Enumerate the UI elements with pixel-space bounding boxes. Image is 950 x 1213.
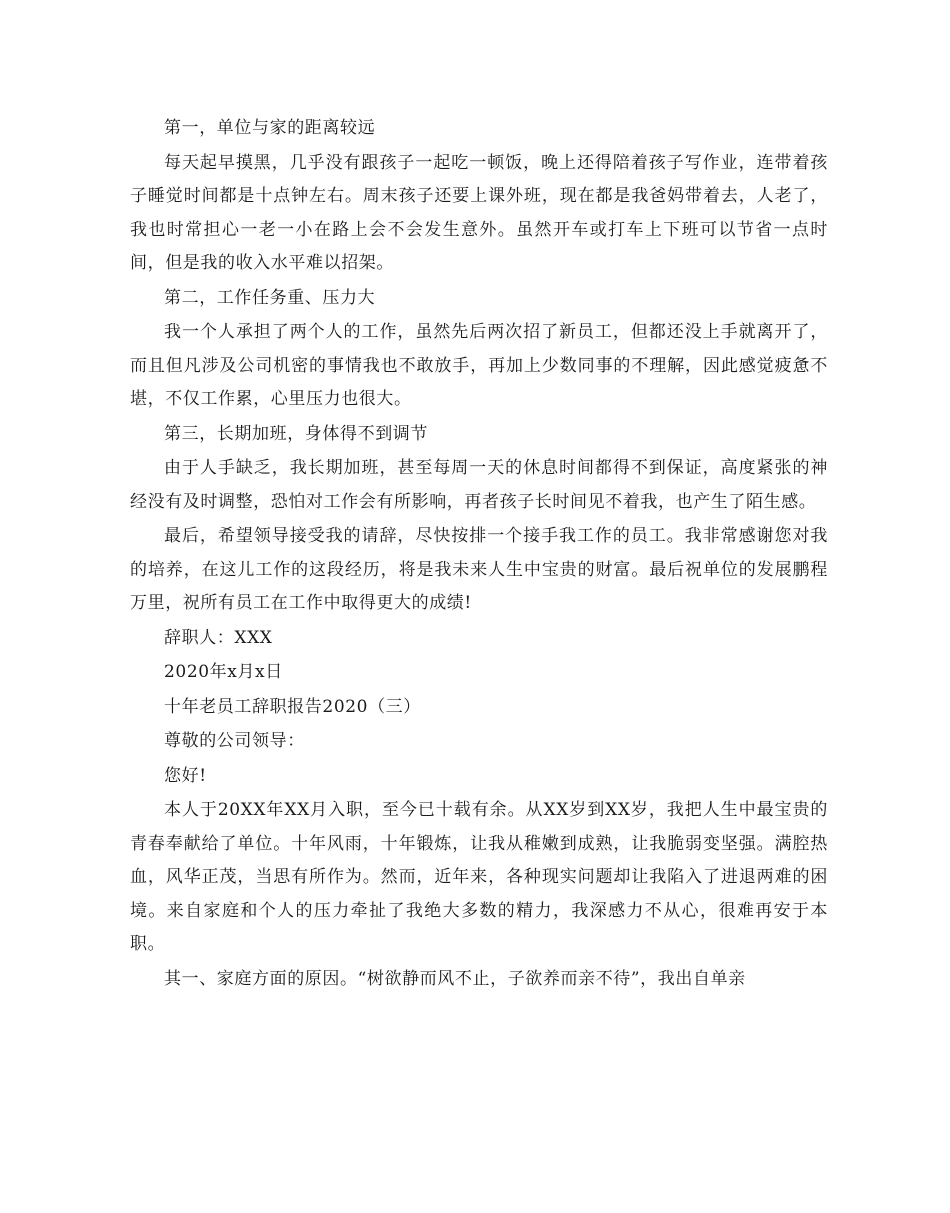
date-line: 2020年x月x日	[164, 662, 283, 682]
greeting: 您好!	[164, 765, 207, 786]
report-title: 十年老员工辞职报告2020（三）	[164, 696, 421, 717]
heading-first-reason: 第一，单位与家的距离较远	[164, 118, 376, 138]
paragraph-overtime: 由于人手缺乏，我长期加班，甚至每周一天的休息时间都得不到保证，高度紧张的神经没有及时调整，恐怕对工作会有所影响，再者孩子长时间见不着我，也产生了陌生感。	[130, 458, 828, 512]
salutation: 尊敬的公司领导：	[164, 731, 305, 751]
paragraph-workload: 我一个人承担了两个人的工作，虽然先后两次招了新员工，但都还没上手就离开了，而且但凡涉及公司机密的事情我也不敢放手，再加上少数同事的不理解，因此感觉疲惫不堪，不仅工作累，心里压力也很大。	[130, 322, 828, 409]
paragraph-distance: 每天起早摸黑，几乎没有跟孩子一起吃一顿饭，晚上还得陪着孩子写作业，连带着孩子睡觉时间都是十点钟左右。周末孩子还要上课外班，现在都是我爸妈带着去，人老了，我也时常担心一老一小在路上会不会发生意外。虽然开车或打车上下班可以节省一点时间，但是我的收入水平难以招架。	[130, 152, 828, 273]
paragraph-family-reason: 其一、家庭方面的原因。“树欲静而风不止，子欲养而亲不待”，我出自单亲	[164, 968, 746, 989]
heading-second-reason: 第二，工作任务重、压力大	[164, 287, 376, 308]
paragraph-closing: 最后，希望领导接受我的请辞，尽快按排一个接手我工作的员工。我非常感谢您对我的培养，在这儿工作的这段经历，将是我未来人生中宝贵的财富。最后祝单位的发展鹏程万里，祝所有员工在工作中取得更大的成绩!	[130, 526, 828, 613]
heading-third-reason: 第三，长期加班，身体得不到调节	[164, 423, 428, 444]
paragraph-introduction: 本人于20XX年XX月入职，至今已十载有余。从XX岁到XX岁，我把人生中最宝贵的青春奉献给了单位。十年风雨，十年锻炼，让我从稚嫩到成熟，让我脆弱变坚强。满腔热血，风华正茂，当思有所作为。然而，近年来，各种现实问题却让我陷入了进退两难的困境。来自家庭和个人的压力牵扯了我绝大多数的精力，我深感力不从心，很难再安于本职。	[130, 800, 828, 954]
signature-line: 辞职人：XXX	[164, 627, 273, 648]
document-body	[130, 112, 828, 996]
